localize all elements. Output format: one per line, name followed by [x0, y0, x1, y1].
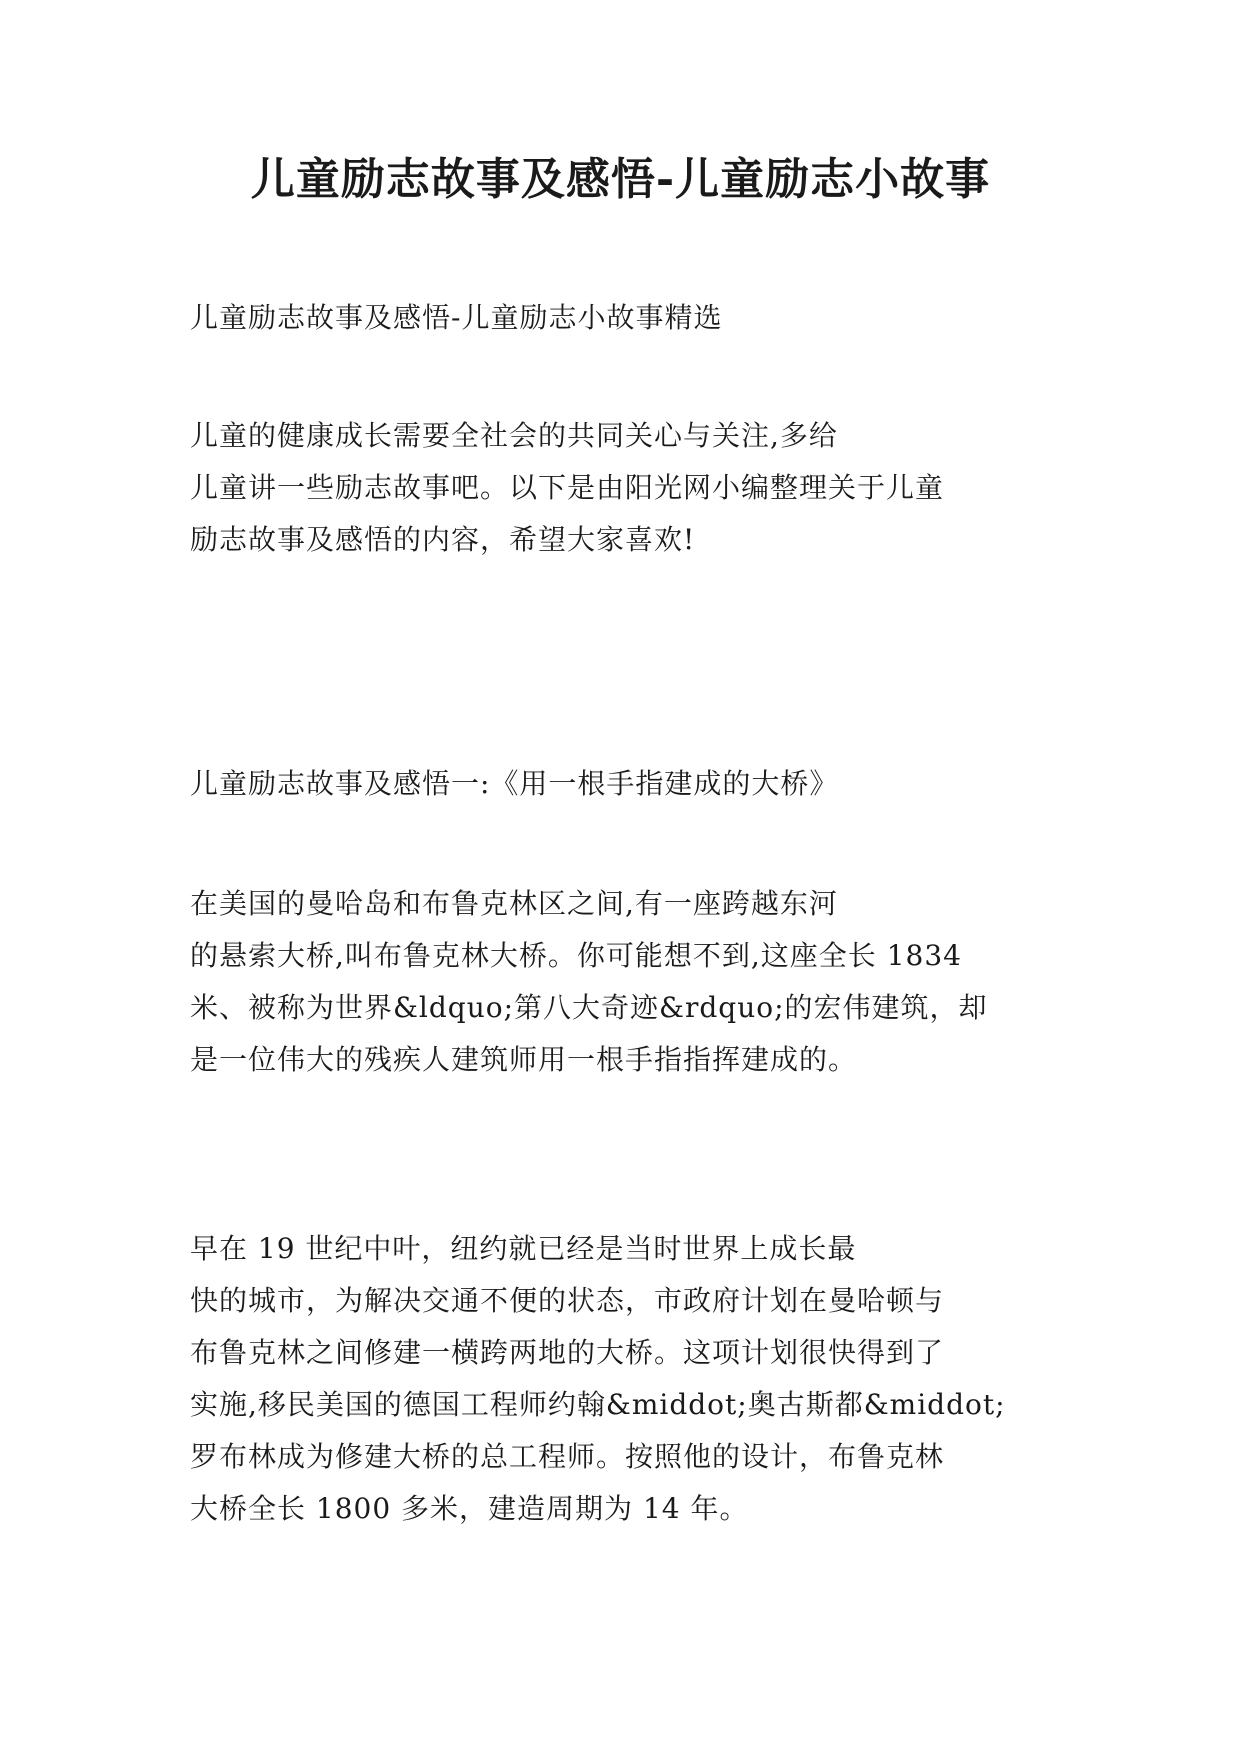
body-paragraph: 在美国的曼哈岛和布鲁克林区之间,有一座跨越东河 的悬索大桥,叫布鲁克林大桥。你可能想不到,这座全长 1834 米、被称为世界&ldquo;第八大奇迹&rdquo;的宏伟建筑，却 是一位伟大的残疾人建筑师用一根手指指挥建成的。	[190, 887, 988, 1076]
intro-paragraph: 儿童的健康成长需要全社会的共同关心与关注,多给 儿童讲一些励志故事吧。以下是由阳光网小编整理关于儿童 励志故事及感悟的内容，希望大家喜欢!	[190, 419, 945, 556]
section-heading: 儿童励志故事及感悟一:《用一根手指建成的大桥》	[190, 767, 839, 800]
body-paragraph: 早在 19 世纪中叶，纽约就已经是当时世界上成长最 快的城市，为解决交通不便的状态，市政府计划在曼哈顿与 布鲁克林之间修建一横跨两地的大桥。这项计划很快得到了 实施,移民美国的德国工程师约翰&middot;奥古斯都&middot; 罗布林成为修建大桥的总工程师。按照他的设计，布鲁克林 大桥全长 1800 多米，建造周期为 14 年。	[190, 1232, 1006, 1525]
document-title: 儿童励志故事及感悟-儿童励志小故事	[250, 154, 991, 205]
document-subtitle: 儿童励志故事及感悟-儿童励志小故事精选	[190, 301, 723, 334]
